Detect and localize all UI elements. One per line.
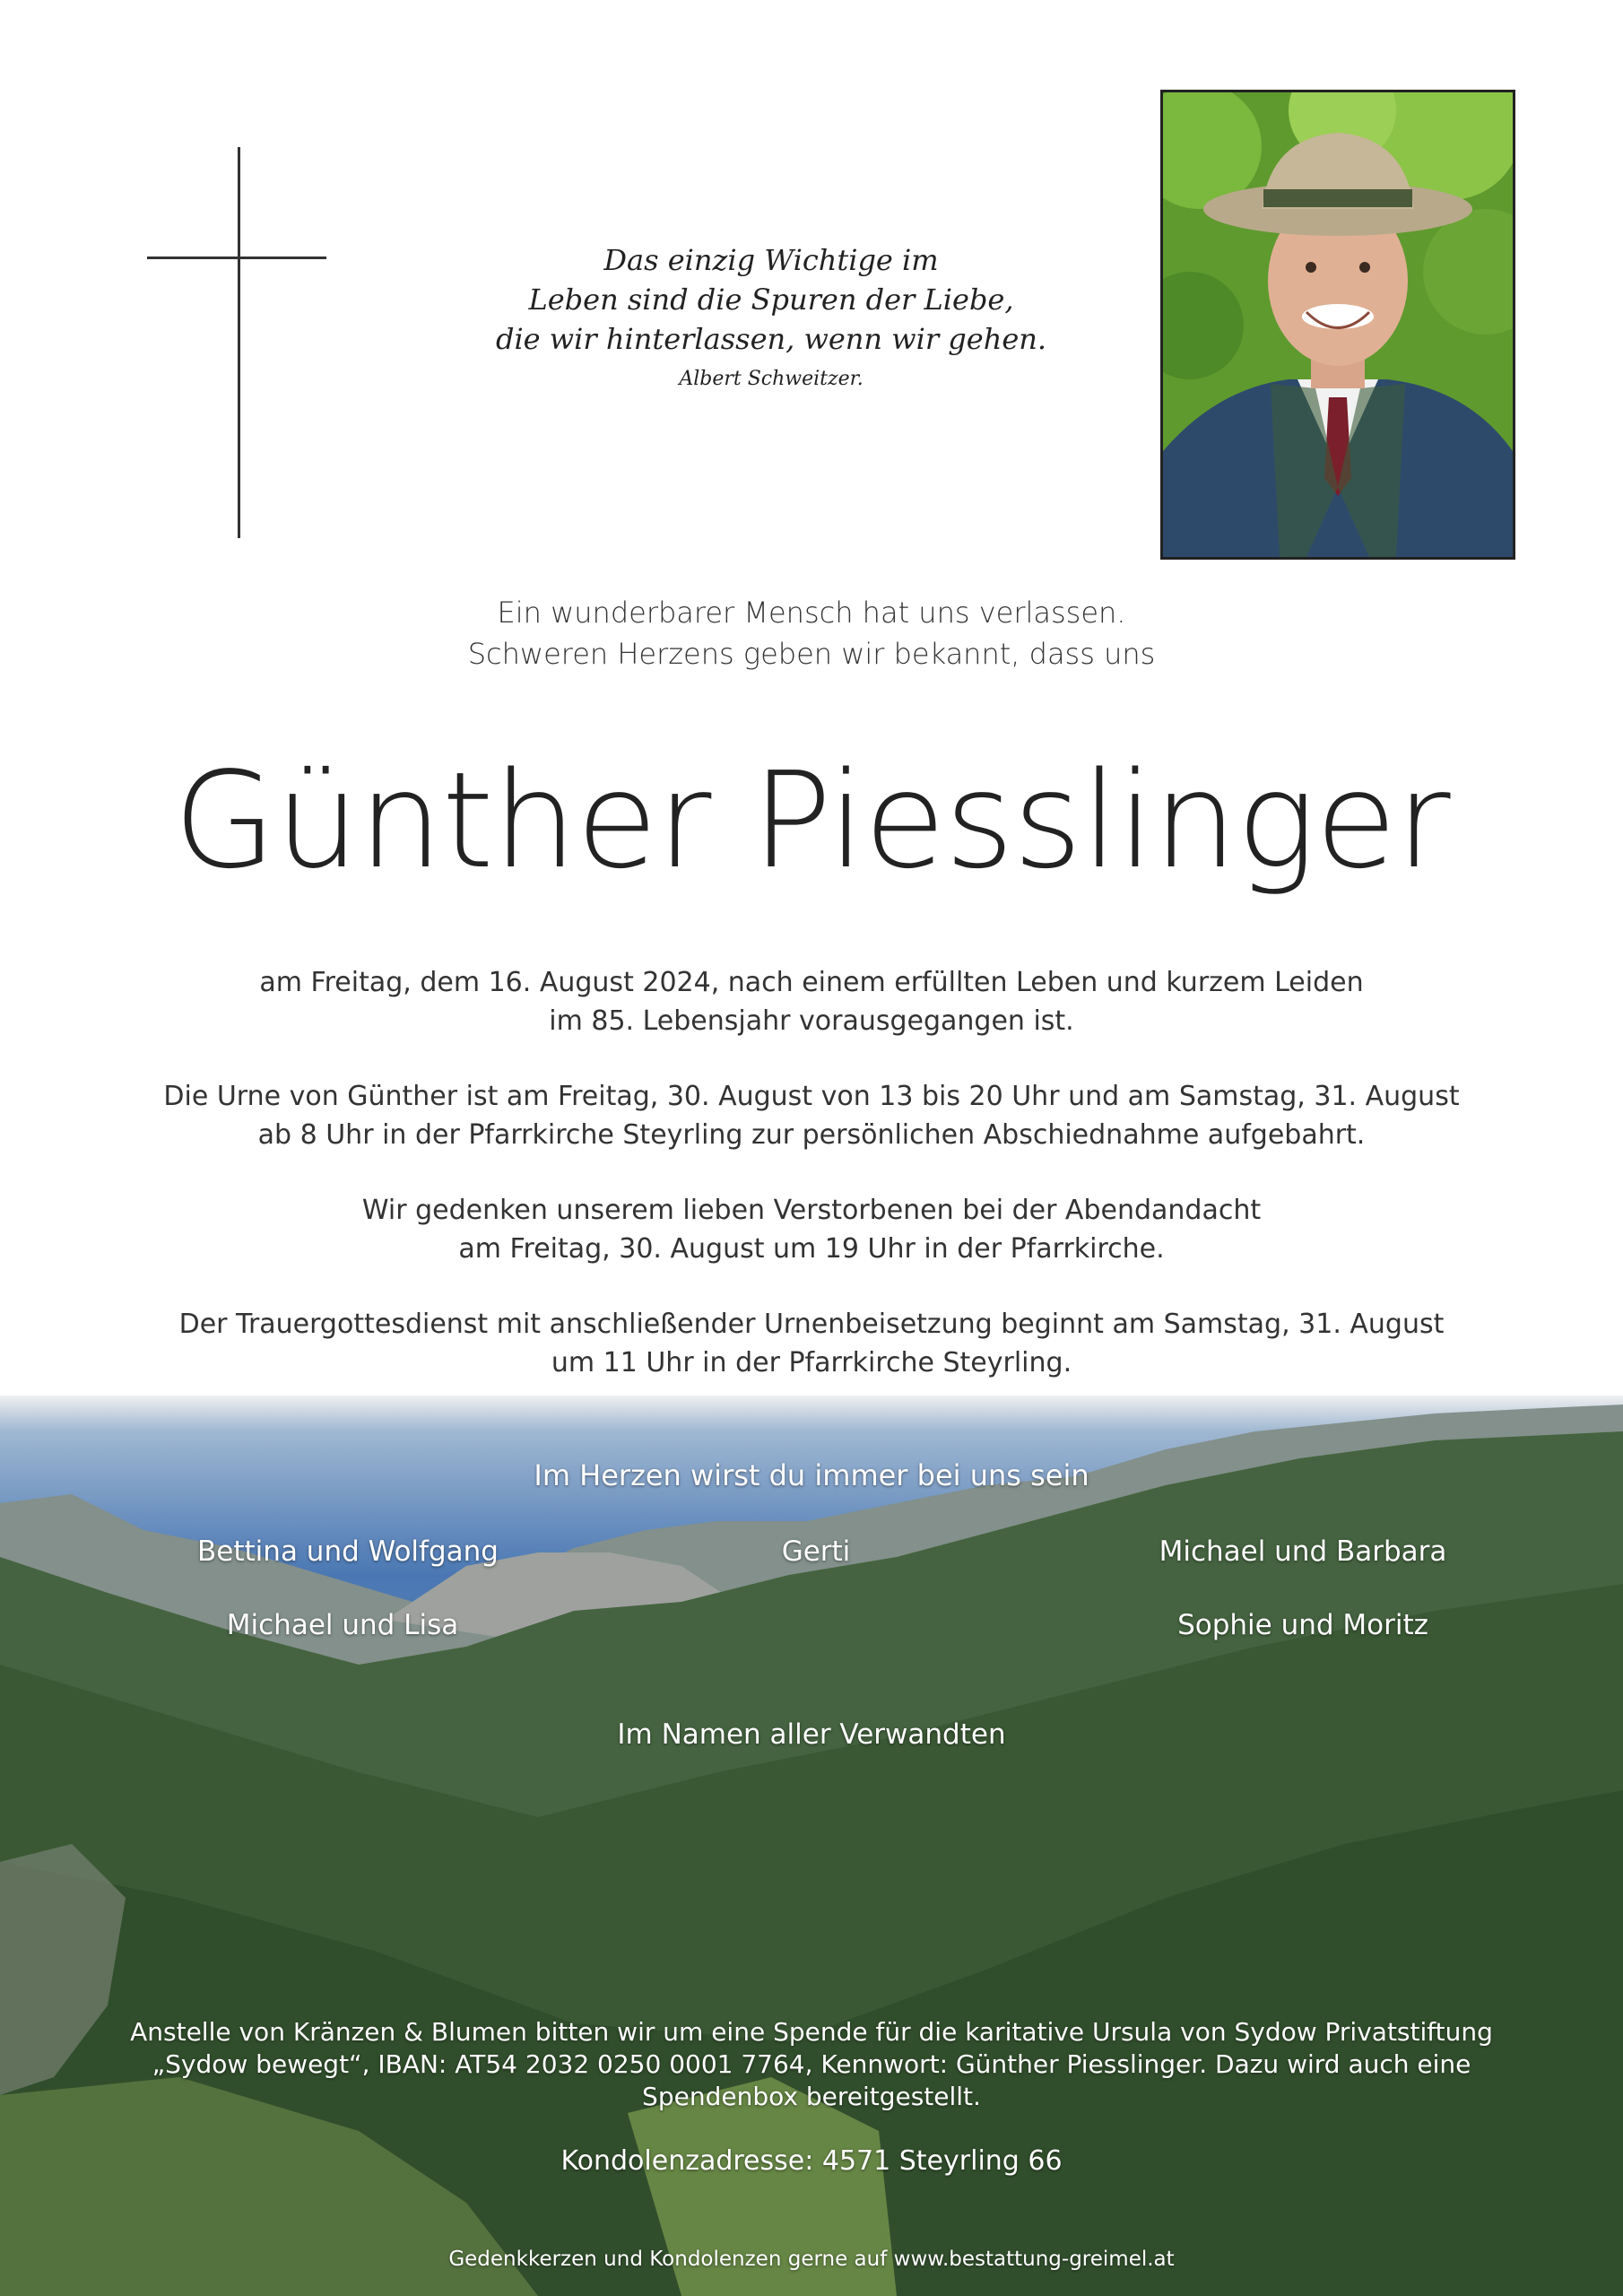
detail-line: am Freitag, dem 16. August 2024, nach einem erfüllten Leben und kurzem Leiden <box>259 967 1364 998</box>
detail-line: Die Urne von Günther ist am Freitag, 30. August von 13 bis 20 Uhr und am Samstag, 31. August <box>163 1081 1460 1112</box>
detail-line: ab 8 Uhr in der Pfarrkirche Steyrling zur persönlichen Abschiednahme aufgebahrt. <box>257 1119 1366 1151</box>
deceased-name: Günther Piesslinger <box>173 744 1450 898</box>
donation-line: Spendenbox bereitgestellt. <box>642 2082 981 2111</box>
cross-icon <box>147 147 326 538</box>
detail-line: Wir gedenken unserem lieben Verstorbenen bei der Abendandacht <box>361 1195 1262 1226</box>
detail-line: im 85. Lebensjahr vorausgegangen ist. <box>549 1005 1074 1037</box>
donation-line: Anstelle von Kränzen & Blumen bitten wir um eine Spende für die karitative Ursula von Sydow Privatstiftung <box>130 2017 1493 2047</box>
quote-block <box>484 240 1058 390</box>
intro-text <box>0 592 1623 674</box>
mourner-name: Bettina und Wolfgang <box>197 1535 499 1568</box>
condolence-address: Kondolenzadresse: 4571 Steyrling 66 <box>560 2145 1063 2177</box>
donation-line: „Sydow bewegt“, IBAN: AT54 2032 0250 0001 7764, Kennwort: Günther Piesslinger. Dazu wird auch eine <box>152 2049 1471 2079</box>
quote-line: Leben sind die Spuren der Liebe, <box>528 283 1014 317</box>
mourner-name: Michael und Barbara <box>1159 1535 1447 1568</box>
mourner-name: Gerti <box>781 1535 851 1568</box>
intro-line: Ein wunderbarer Mensch hat uns verlassen. <box>497 596 1126 630</box>
mourners-heading: Im Herzen wirst du immer bei uns sein <box>534 1458 1089 1492</box>
portrait-photo <box>1160 90 1515 560</box>
details-block <box>0 963 1623 1419</box>
mourner-name: Michael und Lisa <box>226 1609 459 1641</box>
detail-paragraph <box>0 1191 1623 1268</box>
detail-paragraph <box>0 1305 1623 1382</box>
mourners-closing: Im Namen aller Verwandten <box>617 1718 1006 1751</box>
mountain-landscape-image <box>0 1396 1623 2296</box>
quote-line: die wir hinterlassen, wenn wir gehen. <box>495 322 1047 356</box>
detail-line: um 11 Uhr in der Pfarrkirche Steyrling. <box>551 1347 1072 1378</box>
detail-paragraph <box>0 1077 1623 1154</box>
mourner-name: Sophie und Moritz <box>1177 1609 1428 1641</box>
footer-website: Gedenkkerzen und Kondolenzen gerne auf www.bestattung-greimel.at <box>448 2248 1175 2271</box>
detail-line: am Freitag, 30. August um 19 Uhr in der Pfarrkirche. <box>458 1233 1165 1265</box>
quote-line: Das einzig Wichtige im <box>603 243 939 277</box>
detail-paragraph <box>0 963 1623 1040</box>
intro-line: Schweren Herzens geben wir bekannt, dass uns <box>467 637 1156 671</box>
quote-author: Albert Schweitzer. <box>679 368 864 390</box>
donation-text <box>0 2016 1623 2113</box>
detail-line: Der Trauergottesdienst mit anschließender Urnenbeisetzung beginnt am Samstag, 31. August <box>178 1309 1445 1340</box>
